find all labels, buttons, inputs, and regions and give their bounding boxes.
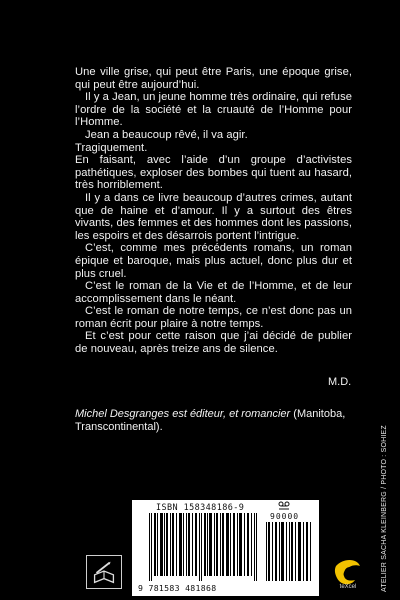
- blurb-paragraph-6: Il y a dans ce livre beaucoup d’autres crimes, autant que de haine et d’amour. Il y a surtout des êtres vivants, des femmes et des hommes dont les passions, les espoirs et des désarrois portent l’intrigue.: [75, 191, 352, 242]
- blurb-paragraph-3: Jean a beaucoup rêvé, il va agir.: [85, 128, 248, 141]
- blurb-paragraph-5: En faisant, avec l’aide d’un groupe d’activistes pathétiques, exploser des bombes qui tuent au hasard, très horriblement.: [75, 154, 352, 192]
- blurb-paragraph-10: Et c’est pour cette raison que j’ai décidé de publier de nouveau, après treize ans de silence.: [75, 330, 352, 356]
- ean-barcode: [148, 513, 260, 581]
- author-note-plain: (Manitoba, Transcontinental).: [75, 408, 346, 433]
- blurb-paragraph-1: Une ville grise, qui peut être Paris, une époque grise, qui peut être aujourd’hui.: [75, 66, 352, 91]
- publisher-logo-right: [331, 556, 365, 596]
- author-note: [75, 408, 375, 434]
- publisher-mark-icon: [277, 501, 291, 511]
- barcode-panel: [132, 500, 319, 596]
- blurb-paragraph-7: C’est, comme mes précédents romans, un roman épique et baroque, mais plus actuel, donc plus dur et plus cruel.: [75, 242, 352, 280]
- signature: M.D.: [328, 376, 352, 388]
- blurb-paragraph-4: Tragiquement.: [75, 141, 148, 154]
- blurb-paragraph-8: C’est le roman de la Vie et de l’Homme, et de leur accomplissement dans le néant.: [75, 280, 352, 305]
- addon-digits: 90000: [270, 512, 300, 521]
- blurb-paragraph-2: Il y a Jean, un jeune homme très ordinaire, qui refuse l’ordre de la société et la cruauté de l’Homme pour l’Homme.: [75, 91, 352, 129]
- ean-digits: 9 781583 481868: [138, 583, 217, 593]
- publisher-logo-left: [86, 555, 122, 589]
- photo-credit: ATELIER SACHA KLEINBERG / PHOTO : SOHIEZ: [381, 425, 388, 592]
- author-note-italic: Michel Desgranges est éditeur, et romancier: [75, 408, 291, 420]
- isbn-label: ISBN 158348186-9: [156, 503, 245, 513]
- addon-barcode: [265, 522, 313, 581]
- blurb-paragraph-9: C’est le roman de notre temps, ce n’est donc pas un roman écrit pour plaire à notre temps.: [75, 305, 352, 330]
- back-cover-blurb: [75, 66, 352, 356]
- right-logo-text: teXcel: [339, 584, 357, 590]
